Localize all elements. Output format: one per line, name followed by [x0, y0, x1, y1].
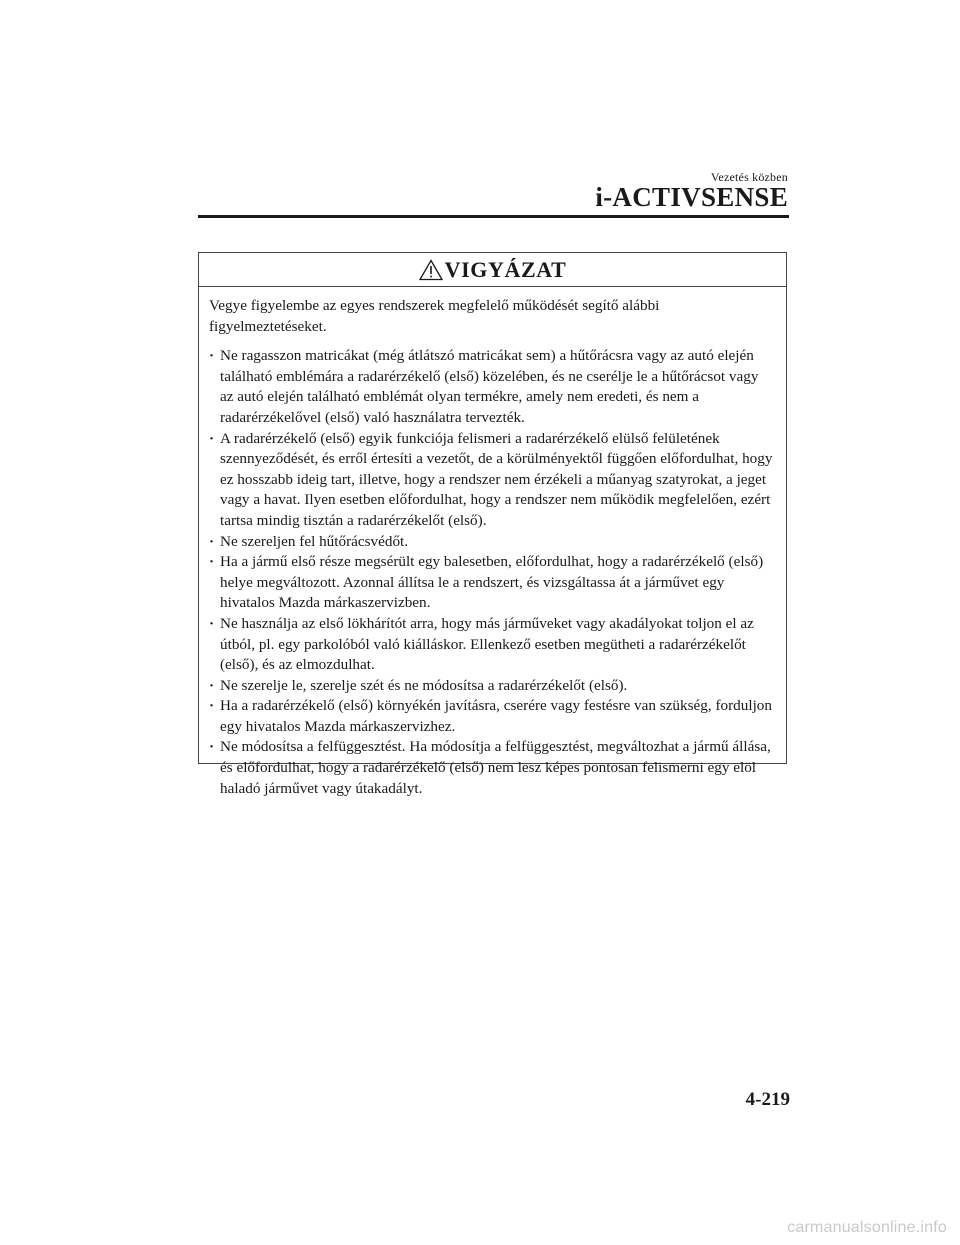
caution-item: · Ha a jármű első része megsérült egy balesetben, előfordulhat, hogy a radarérzékelő (első) helye megváltozott. Azonnal állítsa le a rendszert, és vizsgáltassa át a járművet egy hivatalos Mazda márkaszervizben. — [209, 552, 774, 614]
caution-box — [198, 252, 787, 797]
caution-intro: Vegye figyelembe az egyes rendszerek megfelelő működését segítő alábbi figyelmeztetéseket. — [209, 297, 660, 335]
warning-triangle-icon — [419, 259, 443, 281]
running-header-section: Vezetés közben — [710, 170, 788, 184]
caution-item: · Ne szereljen fel hűtőrácsvédőt. — [209, 532, 774, 553]
caution-body — [199, 287, 786, 799]
caution-list — [209, 346, 774, 799]
running-header-title: i-ACTIVSENSE — [595, 182, 788, 212]
caution-header — [199, 253, 786, 287]
page-number: 4-219 — [745, 1089, 790, 1110]
caution-item: · Ne használja az első lökhárítót arra, hogy más járműveket vagy akadályokat toljon el az útból, pl. egy parkolóból való kiálláskor. Ellenkező esetben megütheti a radarérzékelőt (első), és az elmozdulhat. — [209, 614, 774, 676]
caution-item: · A radarérzékelő (első) egyik funkciója felismeri a radarérzékelő elülső felületének szennyeződését, és erről értesíti a vezetőt, de a körülményektől függően előfordulhat, hogy ez hosszabb ideig tart, illetve, hogy a rendszer nem érzékeli a műanyag szatyrokat, a jeget vagy a havat. Ilyen esetben előfordulhat, hogy a rendszer nem működik megfelelően, ezért tartsa mindig tisztán a radarérzékelőt (első). — [209, 429, 774, 532]
watermark: carmanualsonline.info — [787, 1219, 947, 1236]
caution-label: VIGYÁZAT — [444, 256, 567, 282]
caution-item: · Ha a radarérzékelő (első) környékén javításra, cserére vagy festésre van szükség, forduljon egy hivatalos Mazda márkaszervizhez. — [209, 696, 774, 737]
caution-item: · Ne ragasszon matricákat (még átlátszó matricákat sem) a hűtőrácsra vagy az autó elején található emblémára a radarérzékelő (első) közelében, és ne cserélje le a hűtőrácsot vagy az autó elején található emblémát olyan termékre, amely nem eredeti, és nem a radarérzékelővel (első) való használatra tervezték. — [209, 346, 774, 428]
caution-item: · Ne módosítsa a felfüggesztést. Ha módosítja a felfüggesztést, megváltozhat a jármű állása, és előfordulhat, hogy a radarérzékelő (első) nem lesz képes pontosan felismerni egy elöl haladó járművet vagy útakadályt. — [209, 737, 774, 799]
header-divider — [198, 215, 789, 218]
caution-item: · Ne szerelje le, szerelje szét és ne módosítsa a radarérzékelőt (első). — [209, 676, 774, 697]
